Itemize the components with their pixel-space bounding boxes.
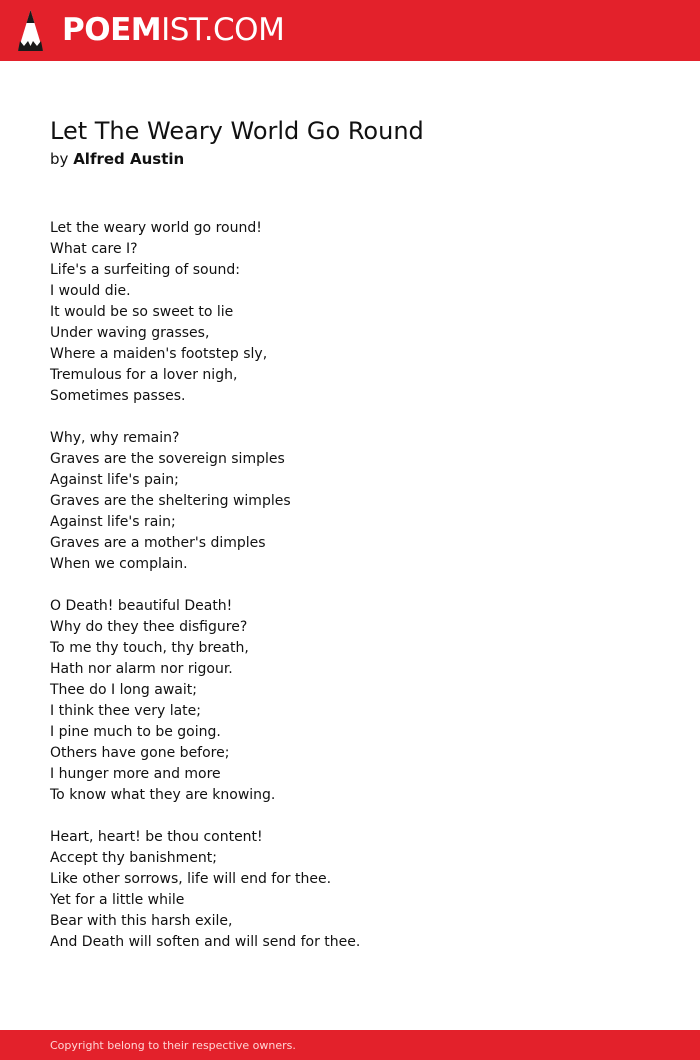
- poem-line: Why, why remain?: [50, 430, 180, 446]
- poem-line: Yet for a little while: [50, 892, 185, 908]
- poem-line: Others have gone before;: [50, 745, 230, 761]
- poem-line: I pine much to be going.: [50, 724, 221, 740]
- poem-line: Let the weary world go round!: [50, 220, 262, 236]
- poem-line: To know what they are knowing.: [50, 787, 276, 803]
- poem-line: Graves are the sheltering wimples: [50, 493, 291, 509]
- poem-line: Accept thy banishment;: [50, 850, 217, 866]
- poem-line: Thee do I long await;: [50, 682, 197, 698]
- stanza: [50, 596, 360, 806]
- poem-line: And Death will soften and will send for thee.: [50, 934, 361, 950]
- poem-line: Bear with this harsh exile,: [50, 913, 233, 929]
- poem-line: Why do they thee disfigure?: [50, 619, 248, 635]
- pencil-logo-icon[interactable]: [18, 10, 43, 51]
- stanza: [50, 428, 360, 575]
- poem-line: To me thy touch, thy breath,: [50, 640, 249, 656]
- by-label: by: [50, 150, 69, 168]
- copyright-text: Copyright belong to their respective owners.: [50, 1039, 296, 1052]
- site-header: [0, 0, 700, 61]
- poem-line: I think thee very late;: [50, 703, 201, 719]
- poem-line: It would be so sweet to lie: [50, 304, 234, 320]
- logo-bold-text: POEM: [62, 12, 162, 48]
- poem-line: Against life's pain;: [50, 472, 179, 488]
- poem-title: Let The Weary World Go Round: [50, 117, 424, 145]
- byline: [50, 148, 184, 170]
- poem-body: [50, 218, 360, 974]
- stanza: [50, 218, 360, 407]
- poem-line: Where a maiden's footstep sly,: [50, 346, 268, 362]
- poem-line: Graves are a mother's dimples: [50, 535, 266, 551]
- site-footer: [0, 1030, 700, 1060]
- stanza: [50, 827, 360, 953]
- poem-line: Life's a surfeiting of sound:: [50, 262, 240, 278]
- poem-line: Hath nor alarm nor rigour.: [50, 661, 233, 677]
- poem-line: Heart, heart! be thou content!: [50, 829, 263, 845]
- poem-line: Tremulous for a lover nigh,: [50, 367, 238, 383]
- logo-light-text: IST.COM: [161, 12, 285, 48]
- poem-line: Graves are the sovereign simples: [50, 451, 285, 467]
- poem-line: I would die.: [50, 283, 131, 299]
- poem-line: What care I?: [50, 241, 138, 257]
- poem-line: I hunger more and more: [50, 766, 221, 782]
- poem-line: Like other sorrows, life will end for thee.: [50, 871, 332, 887]
- poem-line: Against life's rain;: [50, 514, 176, 530]
- poem-line: Under waving grasses,: [50, 325, 210, 341]
- poem-line: When we complain.: [50, 556, 188, 572]
- poem-line: O Death! beautiful Death!: [50, 598, 233, 614]
- author-name: Alfred Austin: [73, 150, 185, 168]
- poem-line: Sometimes passes.: [50, 388, 186, 404]
- site-logo[interactable]: [62, 11, 284, 49]
